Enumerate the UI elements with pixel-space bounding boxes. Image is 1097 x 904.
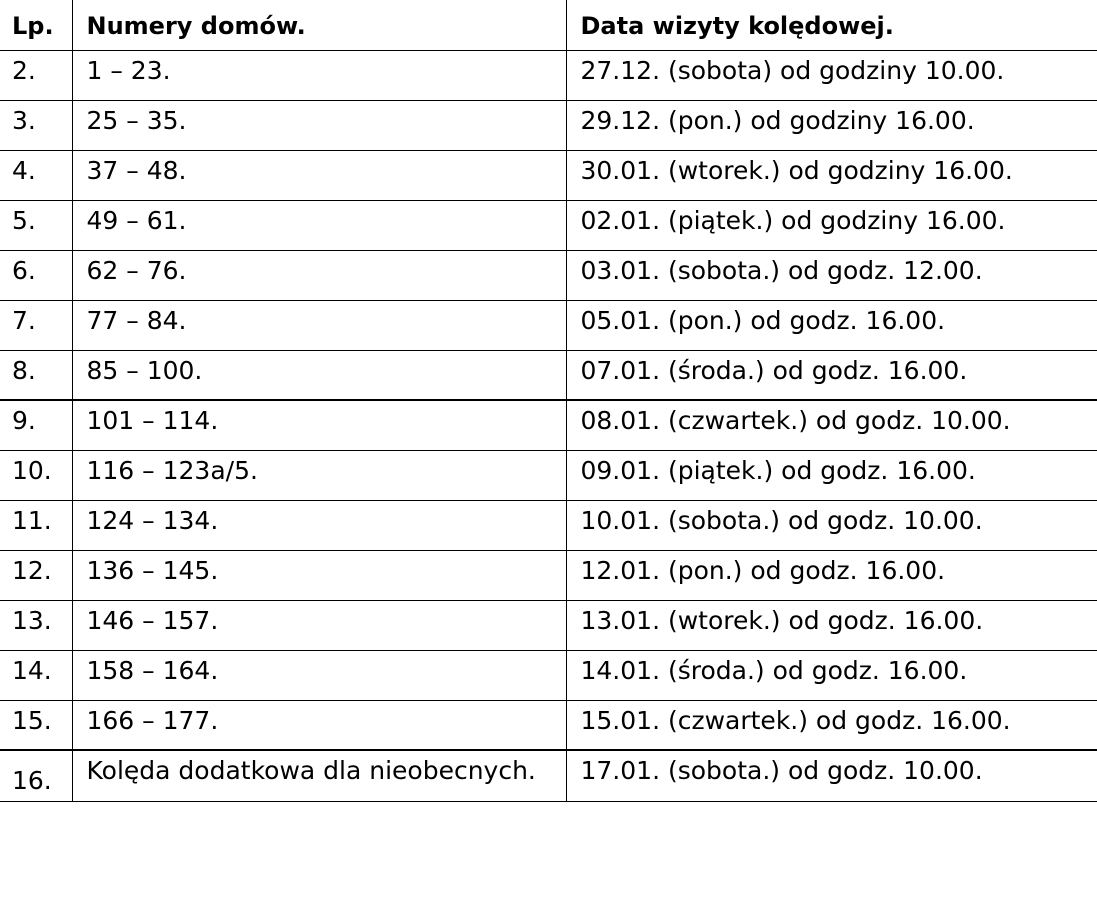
table-row xyxy=(0,750,1097,802)
table-row xyxy=(0,250,1097,300)
row-lp: 14. xyxy=(0,650,72,700)
table-row xyxy=(0,150,1097,200)
table-row xyxy=(0,700,1097,750)
row-house-numbers: 85 – 100. xyxy=(72,350,566,400)
header-visit-date: Data wizyty kolędowej. xyxy=(566,0,1097,50)
row-house-numbers: 77 – 84. xyxy=(72,300,566,350)
table-row xyxy=(0,300,1097,350)
row-lp: 5. xyxy=(0,200,72,250)
row-visit-date: 17.01. (sobota.) od godz. 10.00. xyxy=(566,750,1097,802)
row-visit-date: 03.01. (sobota.) od godz. 12.00. xyxy=(566,250,1097,300)
row-lp: 4. xyxy=(0,150,72,200)
row-house-numbers: 49 – 61. xyxy=(72,200,566,250)
row-visit-date: 09.01. (piątek.) od godz. 16.00. xyxy=(566,450,1097,500)
header-row xyxy=(0,0,1097,50)
row-house-numbers: 1 – 23. xyxy=(72,50,566,100)
table-row xyxy=(0,400,1097,450)
row-visit-date: 12.01. (pon.) od godz. 16.00. xyxy=(566,550,1097,600)
row-house-numbers: Kolęda dodatkowa dla nieobecnych. xyxy=(72,750,566,802)
row-visit-date: 30.01. (wtorek.) od godziny 16.00. xyxy=(566,150,1097,200)
header-lp: Lp. xyxy=(0,0,72,50)
row-visit-date: 15.01. (czwartek.) od godz. 16.00. xyxy=(566,700,1097,750)
row-lp: 15. xyxy=(0,700,72,750)
row-house-numbers: 116 – 123a/5. xyxy=(72,450,566,500)
row-lp: 7. xyxy=(0,300,72,350)
row-visit-date: 13.01. (wtorek.) od godz. 16.00. xyxy=(566,600,1097,650)
row-lp: 13. xyxy=(0,600,72,650)
table-row xyxy=(0,350,1097,400)
table-row xyxy=(0,200,1097,250)
row-house-numbers: 25 – 35. xyxy=(72,100,566,150)
table-row xyxy=(0,600,1097,650)
row-visit-date: 02.01. (piątek.) od godziny 16.00. xyxy=(566,200,1097,250)
table-row xyxy=(0,550,1097,600)
row-house-numbers: 146 – 157. xyxy=(72,600,566,650)
row-visit-date: 10.01. (sobota.) od godz. 10.00. xyxy=(566,500,1097,550)
row-lp: 3. xyxy=(0,100,72,150)
row-visit-date: 08.01. (czwartek.) od godz. 10.00. xyxy=(566,400,1097,450)
row-lp: 12. xyxy=(0,550,72,600)
table-row xyxy=(0,500,1097,550)
row-lp: 8. xyxy=(0,350,72,400)
row-house-numbers: 124 – 134. xyxy=(72,500,566,550)
row-lp: 10. xyxy=(0,450,72,500)
table-row xyxy=(0,50,1097,100)
row-visit-date: 29.12. (pon.) od godziny 16.00. xyxy=(566,100,1097,150)
row-lp: 11. xyxy=(0,500,72,550)
row-house-numbers: 62 – 76. xyxy=(72,250,566,300)
row-visit-date: 05.01. (pon.) od godz. 16.00. xyxy=(566,300,1097,350)
row-house-numbers: 101 – 114. xyxy=(72,400,566,450)
row-visit-date: 27.12. (sobota) od godziny 10.00. xyxy=(566,50,1097,100)
row-lp: 9. xyxy=(0,400,72,450)
row-house-numbers: 136 – 145. xyxy=(72,550,566,600)
table-row xyxy=(0,650,1097,700)
table-row xyxy=(0,100,1097,150)
row-house-numbers: 158 – 164. xyxy=(72,650,566,700)
table-row xyxy=(0,450,1097,500)
row-lp: 2. xyxy=(0,50,72,100)
row-house-numbers: 37 – 48. xyxy=(72,150,566,200)
row-visit-date: 07.01. (środa.) od godz. 16.00. xyxy=(566,350,1097,400)
row-lp: 6. xyxy=(0,250,72,300)
row-house-numbers: 166 – 177. xyxy=(72,700,566,750)
row-visit-date: 14.01. (środa.) od godz. 16.00. xyxy=(566,650,1097,700)
row-lp: 16. xyxy=(0,750,72,802)
header-house-numbers: Numery domów. xyxy=(72,0,566,50)
